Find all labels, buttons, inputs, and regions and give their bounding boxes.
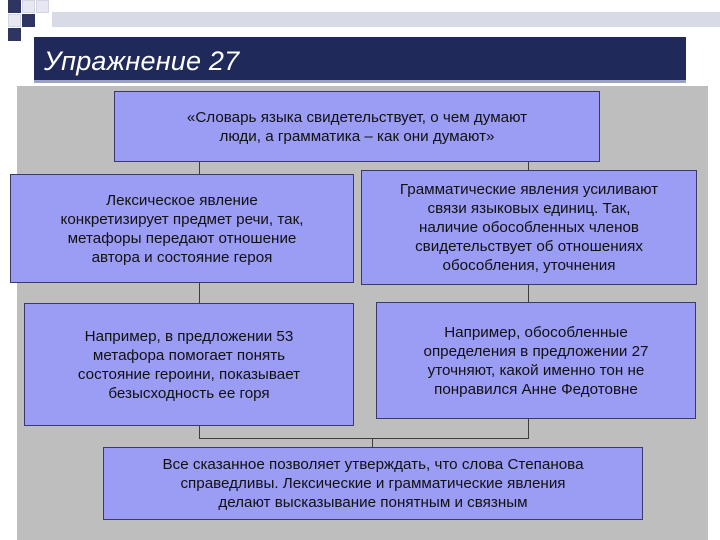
decor-square (8, 14, 21, 27)
grammatical-phenomena-box: Грамматические явления усиливают связи языковых единиц. Так, наличие обособленных членов свидетельствует об отношениях обособления, уточнения (361, 170, 697, 285)
quote-box: «Словарь языка свидетельствует, о чем думают люди, а грамматика – как они думают» (114, 91, 600, 162)
decor-header-bar (52, 12, 720, 27)
decor-square (22, 14, 35, 27)
connector-line (372, 438, 373, 447)
decor-square (8, 0, 21, 13)
connector-line (199, 438, 529, 439)
conclusion-box: Все сказанное позволяет утверждать, что слова Степанова справедливы. Лексические и грамматические явления делают высказывание понятным и связным (103, 447, 643, 520)
connector-line (528, 419, 529, 438)
slide-title: Упражнение 27 (44, 46, 240, 76)
lexical-example-box: Например, в предложении 53 метафора помогает понять состояние героини, показывает безысходность ее горя (24, 303, 354, 426)
grammatical-example-box: Например, обособленные определения в предложении 27 уточняют, какой именно тон не понравился Анне Федотовне (376, 302, 696, 419)
decor-square (8, 28, 21, 41)
connector-line (528, 285, 529, 302)
connector-line (199, 426, 200, 438)
connector-line (199, 283, 200, 303)
lexical-phenomenon-box: Лексическое явление конкретизирует предмет речи, так, метафоры передают отношение автора и состояние героя (10, 174, 354, 283)
title-bar (34, 37, 686, 83)
decor-square (36, 0, 49, 13)
decor-square (22, 0, 35, 13)
